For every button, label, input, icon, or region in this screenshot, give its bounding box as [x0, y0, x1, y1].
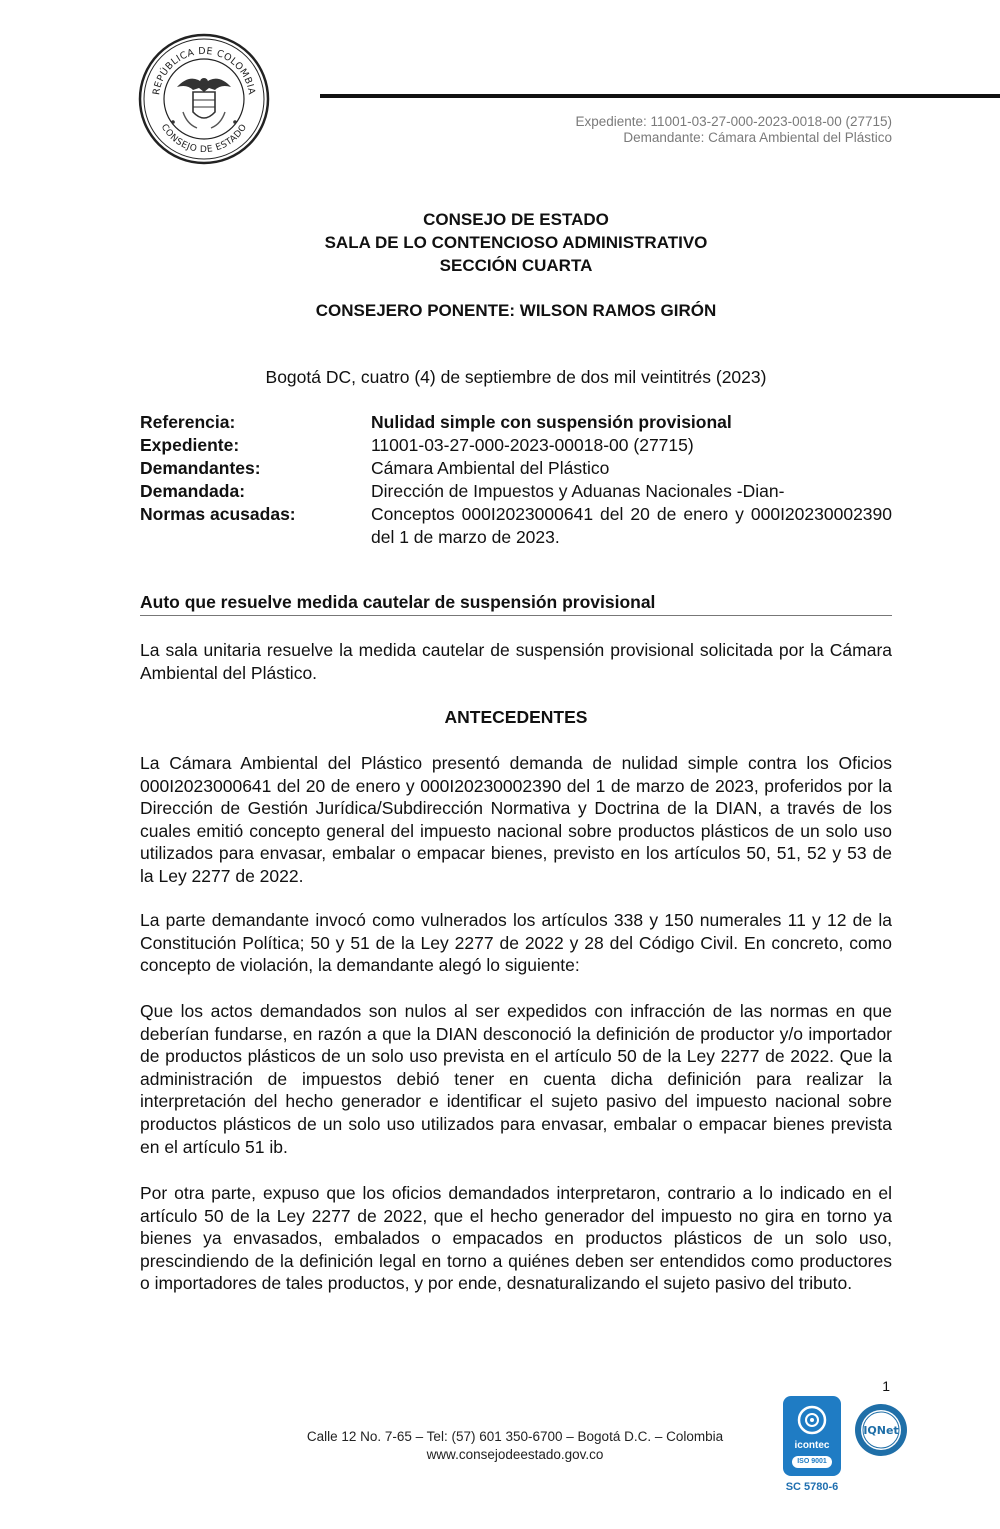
ref-row-demandada	[140, 480, 892, 503]
icontec-mark-icon	[783, 1396, 841, 1440]
header-demandante: Demandante: Cámara Ambiental del Plástico	[623, 130, 892, 145]
antecedentes-heading: ANTECEDENTES	[444, 707, 588, 727]
expediente-label: Expediente:	[140, 435, 240, 455]
footer	[240, 1428, 790, 1464]
paragraph-3: Que los actos demandados son nulos al ser expedidos con infracción de las normas en que deberían fundarse, en razón a que la DIAN desconoció la definición de productor y/o importador de productos plásticos de un solo uso prevista en el artículo 50 de la Ley 2277 de 2022. Que la administración de impuestos debió tener en cuenta dicha definición para realizar la interpretación del hecho generador e identificar el sujeto pasivo del impuesto nacional sobre productos plásticos de un solo uso utilizados para envasar, embalar o empacar bienes prevista en el artículo 51 ib.	[140, 1001, 892, 1157]
normas-value: Conceptos 000I2023000641 del 20 de enero y 000I20230002390 del 1 de marzo de 2023.	[371, 504, 892, 547]
icontec-logo-icon	[783, 1396, 841, 1476]
title-line-3: SECCIÓN CUARTA	[439, 256, 593, 275]
coat-of-arms-icon	[171, 78, 237, 128]
icontec-certification	[783, 1396, 841, 1493]
demandada-label: Demandada:	[140, 481, 246, 501]
paragraph-1: La Cámara Ambiental del Plástico presentó demanda de nulidad simple contra los Oficios 000I2023000641 del 20 de enero y 000I20230002390 del 1 de marzo de 2023, proferidos por la Dirección de Gestión Jurídica/Subdirección Normativa y Doctrina de la DIAN, a través de los cuales emitió concepto general del impuesto nacional sobre productos plásticos de un solo uso utilizados para envasar, embalar o empacar bienes, previsto en los artículos 50, 51, 52 y 53 de la Ley 2277 de 2022.	[140, 753, 892, 886]
iqnet-label: IQNet	[863, 1424, 899, 1437]
title-line-1: CONSEJO DE ESTADO	[423, 210, 609, 229]
demandada-value: Dirección de Impuestos y Aduanas Nacionales -Dian-	[371, 481, 785, 501]
page-number: 1	[882, 1378, 890, 1394]
iqnet-certification-icon	[853, 1402, 909, 1458]
running-header	[576, 114, 893, 146]
referencia-value: Nulidad simple con suspensión provisional	[371, 412, 732, 432]
header-expediente: Expediente: 11001-03-27-000-2023-0018-00 (27715)	[575, 114, 892, 129]
header-rule	[320, 94, 1000, 98]
auto-heading: Auto que resuelve medida cautelar de suspensión provisional	[140, 591, 892, 616]
reference-block	[140, 411, 892, 549]
seal-top-text: REPÚBLICA DE COLOMBIA	[151, 45, 257, 96]
footer-address: Calle 12 No. 7-65 – Tel: (57) 601 350-6700 – Bogotá D.C. – Colombia	[306, 1429, 724, 1444]
paragraph-4: Por otra parte, expuso que los oficios demandados interpretaron, contrario a lo indicado en el artículo 50 de la Ley 2277 de 2022, que el hecho generador del impuesto no gira en torno ya bienes ya envasados, embalados o empacados en productos plásticos de un solo uso, prescindiendo de la definición legal en torno a quiénes deben ser entendidos como productores o importadores de tales productos, y por ende, desnaturalizando el sujeto pasivo del tributo.	[140, 1183, 892, 1294]
court-titles	[140, 208, 892, 277]
date-line: Bogotá DC, cuatro (4) de septiembre de dos mil veintitrés (2023)	[265, 367, 767, 387]
footer-website: www.consejodeestado.gov.co	[426, 1447, 604, 1462]
demandantes-label: Demandantes:	[140, 458, 261, 478]
icontec-label: icontec	[794, 1440, 830, 1451]
expediente-value: 11001-03-27-000-2023-00018-00 (27715)	[371, 435, 694, 455]
paragraph-2: La parte demandante invocó como vulnerados los artículos 338 y 150 numerales 11 y 12 de la Constitución Política; 50 y 51 de la Ley 2277 de 2022 y 28 del Código Civil. En concreto, como concepto de violación, la demandante alegó lo siguiente:	[140, 910, 892, 976]
ref-row-expediente	[140, 434, 892, 457]
referencia-label: Referencia:	[140, 412, 236, 432]
demandantes-value: Cámara Ambiental del Plástico	[371, 458, 610, 478]
sc-code: SC 5780-6	[785, 1481, 839, 1493]
title-line-2: SALA DE LO CONTENCIOSO ADMINISTRATIVO	[324, 233, 708, 252]
seal-bottom-text: CONSEJO DE ESTADO	[158, 122, 250, 156]
ref-row-demandantes	[140, 457, 892, 480]
intro-paragraph: La sala unitaria resuelve la medida cautelar de suspensión provisional solicitada por la Cámara Ambiental del Plástico.	[140, 640, 892, 683]
ref-row-referencia	[140, 411, 892, 434]
ref-row-normas	[140, 503, 892, 549]
consejero-ponente: CONSEJERO PONENTE: WILSON RAMOS GIRÓN	[315, 301, 717, 320]
iso-label: ISO 9001	[792, 1456, 832, 1468]
normas-label: Normas acusadas:	[140, 504, 296, 524]
consejo-de-estado-seal	[137, 32, 271, 166]
